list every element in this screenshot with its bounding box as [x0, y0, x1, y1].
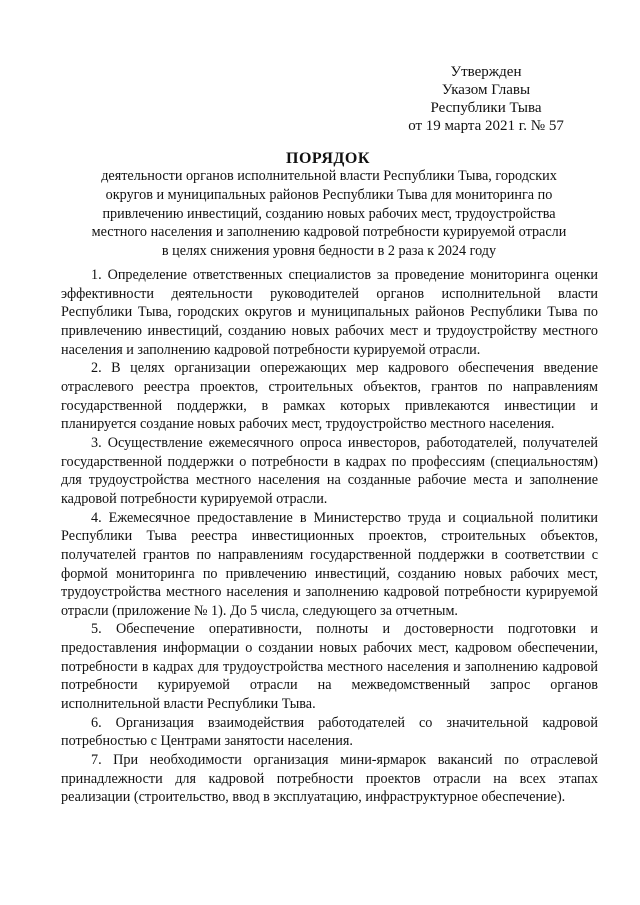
approval-date: от 19 марта 2021 г. № 57: [408, 118, 564, 134]
paragraph-2: 2. В целях организации опережающих мер кадрового обеспечения введение отраслевого реестра проектов, строительных объектов, грантов по направлениям государственной поддержки, в рамках которых привлекаются инвестиции и планируется создание новых рабочих мест, трудоустройство местного населения.: [61, 360, 598, 433]
subtitle-line: в целях снижения уровня бедности в 2 раза к 2024 году: [161, 243, 497, 260]
document-title: ПОРЯДОК: [286, 150, 370, 167]
subtitle-line: деятельности органов исполнительной власти Республики Тыва, городских: [101, 168, 557, 184]
paragraph-1: 1. Определение ответственных специалистов за проведение мониторинга оценки эффективности деятельности руководителей органов исполнительной власти Республики Тыва, городских округов и муниципальных районов Республики Тыва по привлечению инвестиций, созданию новых рабочих мест и трудоустройству местного населения и заполнению кадровой потребности курируемой отрасли.: [61, 267, 598, 358]
approval-line: Утвержден: [450, 64, 522, 80]
approval-line: Республики Тыва: [430, 100, 542, 116]
paragraph-3: 3. Осуществление ежемесячного опроса инвесторов, работодателей, получателей государственной поддержки о потребности в кадрах по профессиям (специальностям) для трудоустройства местного населения на созданные рабочие места и заполнение кадровой потребности курируемой отрасли.: [61, 434, 598, 507]
subtitle-line: привлечению инвестиций, созданию новых рабочих мест, трудоустройства: [102, 205, 556, 222]
paragraph-4: 4. Ежемесячное предоставление в Министерство труда и социальной политики Республики Тыва реестра инвестиционных проектов, строительных объектов, получателей грантов по направлениям государственной поддержки в соответствии с формой мониторинга по привлечению инвестиций, созданию новых рабочих мест, трудоустройства местного населения и заполнению кадровой потребности курируемой отрасли (приложение № 1). До 5 числа, следующего за отчетным.: [61, 509, 598, 619]
document-body: [61, 266, 598, 807]
subtitle-line: местного населения и заполнению кадровой потребности курируемой отрасли: [91, 224, 567, 241]
subtitle-line: округов и муниципальных районов Республики Тыва для мониторинга по: [105, 186, 553, 203]
approval-line: Указом Главы: [441, 82, 531, 98]
paragraph-6: 6. Организация взаимодействия работодателей со значительной кадровой потребностью с Центрами занятости населения.: [61, 714, 598, 750]
paragraph-5: 5. Обеспечение оперативности, полноты и достоверности подготовки и предоставления информации о создании новых рабочих мест, кадровом обеспечении, потребности в кадрах для трудоустройства местного населения и заполнению кадровой потребности курируемой отрасли на межведомственный запрос органов исполнительной власти Республики Тыва.: [61, 621, 598, 713]
document-subtitle: [62, 167, 596, 261]
approval-stamp: [386, 63, 586, 135]
paragraph-7: 7. При необходимости организация мини-ярмарок вакансий по отраслевой принадлежности для кадровой потребности проектов отрасли на всех этапах реализации (строительство, ввод в эксплуатацию, инфраструктурное обеспечение).: [61, 752, 598, 806]
